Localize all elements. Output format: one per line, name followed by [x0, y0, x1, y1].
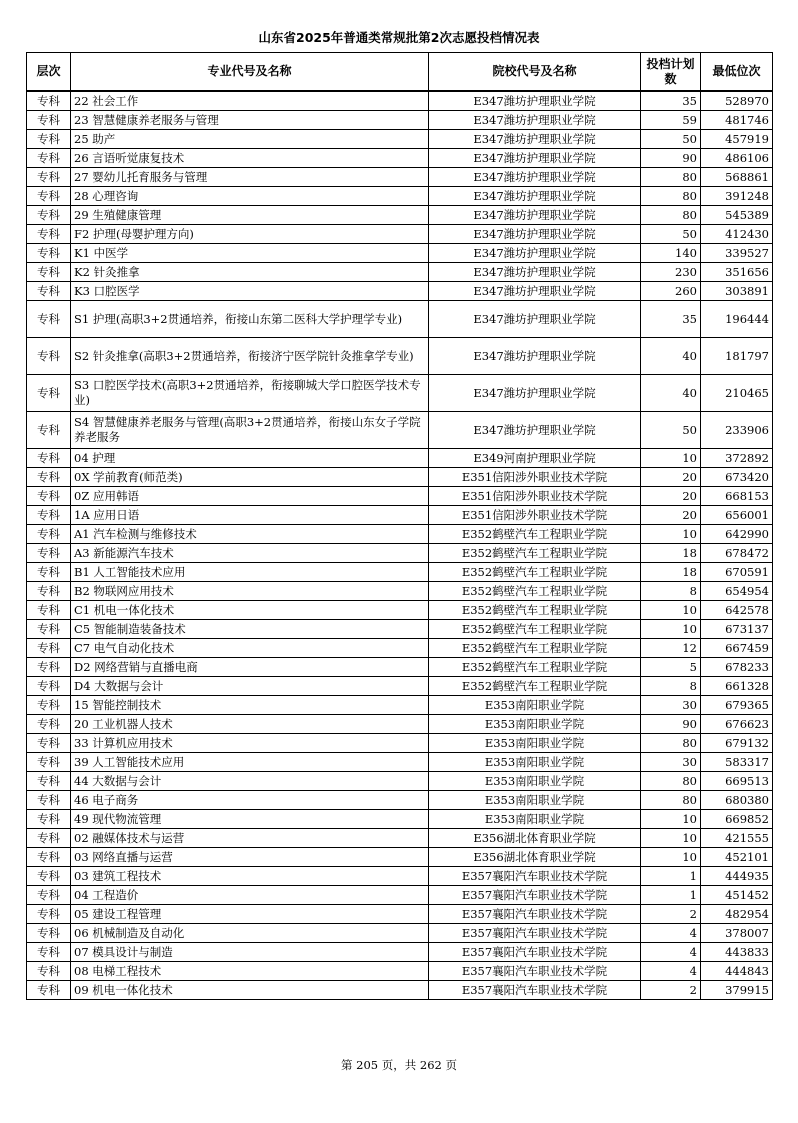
cell-rank: 481746	[701, 111, 773, 130]
cell-major: 46 电子商务	[71, 791, 429, 810]
cell-major: 25 助产	[71, 130, 429, 149]
cell-plan: 1	[641, 867, 701, 886]
table-row	[27, 111, 773, 130]
cell-plan: 260	[641, 282, 701, 301]
cell-rank: 678233	[701, 658, 773, 677]
cell-level: 专科	[27, 867, 71, 886]
table-row	[27, 506, 773, 525]
table-row	[27, 563, 773, 582]
cell-school: E349河南护理职业学院	[429, 449, 641, 468]
table-row	[27, 639, 773, 658]
cell-rank: 668153	[701, 487, 773, 506]
cell-school: E351信阳涉外职业技术学院	[429, 487, 641, 506]
cell-plan: 80	[641, 168, 701, 187]
cell-major: 0Z 应用韩语	[71, 487, 429, 506]
cell-rank: 667459	[701, 639, 773, 658]
table-row	[27, 525, 773, 544]
cell-level: 专科	[27, 791, 71, 810]
page-footer: 第 205 页，共 262 页	[340, 1058, 458, 1072]
cell-rank: 673420	[701, 468, 773, 487]
cell-school: E357襄阳汽车职业技术学院	[429, 905, 641, 924]
cell-plan: 50	[641, 412, 701, 449]
cell-level: 专科	[27, 905, 71, 924]
cell-school: E352鹤壁汽车工程职业学院	[429, 525, 641, 544]
cell-rank: 457919	[701, 130, 773, 149]
cell-school: E347潍坊护理职业学院	[429, 168, 641, 187]
cell-major: S1 护理(高职3+2贯通培养，衔接山东第二医科大学护理学专业)	[71, 301, 429, 338]
cell-level: 专科	[27, 544, 71, 563]
cell-plan: 20	[641, 506, 701, 525]
table-row	[27, 848, 773, 867]
cell-school: E347潍坊护理职业学院	[429, 338, 641, 375]
cell-plan: 20	[641, 487, 701, 506]
cell-school: E352鹤壁汽车工程职业学院	[429, 658, 641, 677]
cell-school: E347潍坊护理职业学院	[429, 244, 641, 263]
cell-school: E347潍坊护理职业学院	[429, 301, 641, 338]
header-rank: 最低位次	[701, 53, 773, 92]
cell-rank: 669513	[701, 772, 773, 791]
cell-level: 专科	[27, 449, 71, 468]
cell-level: 专科	[27, 924, 71, 943]
header-plan: 投档计划数	[641, 53, 701, 92]
table-row	[27, 734, 773, 753]
cell-plan: 90	[641, 149, 701, 168]
cell-school: E357襄阳汽车职业技术学院	[429, 981, 641, 1000]
cell-rank: 673137	[701, 620, 773, 639]
cell-major: S3 口腔医学技术(高职3+2贯通培养，衔接聊城大学口腔医学技术专业)	[71, 375, 429, 412]
cell-school: E353南阳职业学院	[429, 772, 641, 791]
cell-school: E347潍坊护理职业学院	[429, 412, 641, 449]
table-row	[27, 130, 773, 149]
cell-rank: 412430	[701, 225, 773, 244]
table-row	[27, 487, 773, 506]
cell-rank: 339527	[701, 244, 773, 263]
cell-school: E347潍坊护理职业学院	[429, 149, 641, 168]
cell-level: 专科	[27, 375, 71, 412]
cell-major: 29 生殖健康管理	[71, 206, 429, 225]
cell-school: E352鹤壁汽车工程职业学院	[429, 563, 641, 582]
cell-rank: 642578	[701, 601, 773, 620]
cell-major: 05 建设工程管理	[71, 905, 429, 924]
cell-major: 06 机械制造及自动化	[71, 924, 429, 943]
cell-rank: 545389	[701, 206, 773, 225]
table-row	[27, 924, 773, 943]
cell-level: 专科	[27, 225, 71, 244]
cell-plan: 8	[641, 582, 701, 601]
cell-school: E347潍坊护理职业学院	[429, 130, 641, 149]
cell-rank: 678472	[701, 544, 773, 563]
cell-major: 1A 应用日语	[71, 506, 429, 525]
cell-plan: 5	[641, 658, 701, 677]
cell-level: 专科	[27, 639, 71, 658]
cell-rank: 670591	[701, 563, 773, 582]
cell-school: E347潍坊护理职业学院	[429, 282, 641, 301]
cell-major: K3 口腔医学	[71, 282, 429, 301]
table-row	[27, 620, 773, 639]
cell-major: K2 针灸推拿	[71, 263, 429, 282]
cell-major: 44 大数据与会计	[71, 772, 429, 791]
cell-school: E347潍坊护理职业学院	[429, 187, 641, 206]
cell-level: 专科	[27, 130, 71, 149]
table-row	[27, 753, 773, 772]
cell-school: E351信阳涉外职业技术学院	[429, 468, 641, 487]
cell-plan: 10	[641, 829, 701, 848]
cell-level: 专科	[27, 620, 71, 639]
cell-major: C5 智能制造装备技术	[71, 620, 429, 639]
cell-school: E347潍坊护理职业学院	[429, 111, 641, 130]
table-row	[27, 867, 773, 886]
cell-level: 专科	[27, 829, 71, 848]
cell-rank: 444935	[701, 867, 773, 886]
cell-major: 26 言语听觉康复技术	[71, 149, 429, 168]
cell-school: E352鹤壁汽车工程职业学院	[429, 677, 641, 696]
cell-level: 专科	[27, 506, 71, 525]
cell-plan: 12	[641, 639, 701, 658]
cell-major: 23 智慧健康养老服务与管理	[71, 111, 429, 130]
cell-school: E357襄阳汽车职业技术学院	[429, 943, 641, 962]
table-row	[27, 886, 773, 905]
cell-rank: 196444	[701, 301, 773, 338]
cell-major: K1 中医学	[71, 244, 429, 263]
cell-level: 专科	[27, 187, 71, 206]
cell-major: B1 人工智能技术应用	[71, 563, 429, 582]
cell-school: E352鹤壁汽车工程职业学院	[429, 582, 641, 601]
cell-plan: 80	[641, 791, 701, 810]
table-row	[27, 829, 773, 848]
table-row	[27, 677, 773, 696]
cell-plan: 10	[641, 620, 701, 639]
cell-major: 20 工业机器人技术	[71, 715, 429, 734]
cell-level: 专科	[27, 810, 71, 829]
cell-major: 07 模具设计与制造	[71, 943, 429, 962]
cell-level: 专科	[27, 772, 71, 791]
table-row	[27, 263, 773, 282]
table-row	[27, 544, 773, 563]
cell-major: 49 现代物流管理	[71, 810, 429, 829]
admission-table	[26, 52, 773, 1000]
header-major: 专业代号及名称	[71, 53, 429, 92]
cell-level: 专科	[27, 149, 71, 168]
table-row	[27, 582, 773, 601]
table-row	[27, 943, 773, 962]
cell-plan: 90	[641, 715, 701, 734]
cell-level: 专科	[27, 753, 71, 772]
cell-rank: 233906	[701, 412, 773, 449]
cell-school: E347潍坊护理职业学院	[429, 206, 641, 225]
cell-level: 专科	[27, 677, 71, 696]
table-row	[27, 301, 773, 338]
cell-level: 专科	[27, 338, 71, 375]
cell-level: 专科	[27, 263, 71, 282]
cell-plan: 4	[641, 943, 701, 962]
cell-major: 03 网络直播与运营	[71, 848, 429, 867]
table-row	[27, 149, 773, 168]
cell-level: 专科	[27, 582, 71, 601]
cell-level: 专科	[27, 244, 71, 263]
cell-plan: 80	[641, 734, 701, 753]
table-row	[27, 338, 773, 375]
cell-major: 28 心理咨询	[71, 187, 429, 206]
table-row	[27, 981, 773, 1000]
cell-level: 专科	[27, 658, 71, 677]
cell-rank: 486106	[701, 149, 773, 168]
table-row	[27, 601, 773, 620]
cell-school: E347潍坊护理职业学院	[429, 263, 641, 282]
cell-level: 专科	[27, 734, 71, 753]
cell-major: A3 新能源汽车技术	[71, 544, 429, 563]
table-row	[27, 375, 773, 412]
cell-major: A1 汽车检测与维修技术	[71, 525, 429, 544]
cell-plan: 35	[641, 91, 701, 111]
cell-rank: 421555	[701, 829, 773, 848]
cell-plan: 140	[641, 244, 701, 263]
cell-level: 专科	[27, 468, 71, 487]
cell-rank: 372892	[701, 449, 773, 468]
cell-rank: 679365	[701, 696, 773, 715]
cell-major: 39 人工智能技术应用	[71, 753, 429, 772]
cell-school: E356湖北体育职业学院	[429, 848, 641, 867]
table-row	[27, 244, 773, 263]
cell-rank: 351656	[701, 263, 773, 282]
cell-school: E357襄阳汽车职业技术学院	[429, 962, 641, 981]
cell-level: 专科	[27, 962, 71, 981]
cell-major: C1 机电一体化技术	[71, 601, 429, 620]
cell-rank: 669852	[701, 810, 773, 829]
cell-plan: 59	[641, 111, 701, 130]
cell-plan: 30	[641, 696, 701, 715]
cell-plan: 30	[641, 753, 701, 772]
cell-school: E347潍坊护理职业学院	[429, 91, 641, 111]
cell-plan: 20	[641, 468, 701, 487]
page-title: 山东省2025年普通类常规批第2次志愿投档情况表	[258, 30, 540, 45]
cell-level: 专科	[27, 696, 71, 715]
cell-plan: 50	[641, 225, 701, 244]
table-row	[27, 412, 773, 449]
cell-school: E353南阳职业学院	[429, 791, 641, 810]
cell-rank: 303891	[701, 282, 773, 301]
cell-plan: 8	[641, 677, 701, 696]
table-row	[27, 168, 773, 187]
cell-level: 专科	[27, 981, 71, 1000]
table-row	[27, 791, 773, 810]
cell-school: E347潍坊护理职业学院	[429, 375, 641, 412]
cell-plan: 80	[641, 206, 701, 225]
cell-rank: 378007	[701, 924, 773, 943]
cell-major: S4 智慧健康养老服务与管理(高职3+2贯通培养，衔接山东女子学院养老服务	[71, 412, 429, 449]
cell-major: 0X 学前教育(师范类)	[71, 468, 429, 487]
cell-major: D2 网络营销与直播电商	[71, 658, 429, 677]
cell-major: 27 婴幼儿托育服务与管理	[71, 168, 429, 187]
cell-rank: 676623	[701, 715, 773, 734]
table-row	[27, 91, 773, 111]
header-school: 院校代号及名称	[429, 53, 641, 92]
cell-plan: 1	[641, 886, 701, 905]
cell-level: 专科	[27, 91, 71, 111]
table-row	[27, 187, 773, 206]
table-body	[27, 91, 773, 1000]
cell-plan: 40	[641, 375, 701, 412]
cell-rank: 679132	[701, 734, 773, 753]
cell-plan: 4	[641, 962, 701, 981]
cell-major: 04 工程造价	[71, 886, 429, 905]
cell-rank: 583317	[701, 753, 773, 772]
cell-major: 33 计算机应用技术	[71, 734, 429, 753]
cell-rank: 661328	[701, 677, 773, 696]
table-row	[27, 772, 773, 791]
cell-school: E357襄阳汽车职业技术学院	[429, 886, 641, 905]
cell-level: 专科	[27, 563, 71, 582]
cell-school: E351信阳涉外职业技术学院	[429, 506, 641, 525]
table-row	[27, 905, 773, 924]
cell-level: 专科	[27, 601, 71, 620]
cell-rank: 181797	[701, 338, 773, 375]
cell-rank: 451452	[701, 886, 773, 905]
cell-major: C7 电气自动化技术	[71, 639, 429, 658]
cell-plan: 18	[641, 544, 701, 563]
cell-level: 专科	[27, 412, 71, 449]
cell-level: 专科	[27, 282, 71, 301]
cell-major: 15 智能控制技术	[71, 696, 429, 715]
cell-level: 专科	[27, 301, 71, 338]
cell-plan: 10	[641, 525, 701, 544]
cell-rank: 391248	[701, 187, 773, 206]
cell-school: E353南阳职业学院	[429, 753, 641, 772]
cell-school: E353南阳职业学院	[429, 715, 641, 734]
cell-plan: 10	[641, 449, 701, 468]
cell-major: 08 电梯工程技术	[71, 962, 429, 981]
cell-major: 04 护理	[71, 449, 429, 468]
cell-school: E357襄阳汽车职业技术学院	[429, 924, 641, 943]
cell-school: E347潍坊护理职业学院	[429, 225, 641, 244]
cell-school: E353南阳职业学院	[429, 696, 641, 715]
table-row	[27, 225, 773, 244]
cell-school: E353南阳职业学院	[429, 734, 641, 753]
cell-level: 专科	[27, 206, 71, 225]
cell-rank: 210465	[701, 375, 773, 412]
cell-school: E356湖北体育职业学院	[429, 829, 641, 848]
table-row	[27, 715, 773, 734]
cell-rank: 654954	[701, 582, 773, 601]
cell-major: B2 物联网应用技术	[71, 582, 429, 601]
cell-plan: 18	[641, 563, 701, 582]
cell-rank: 444843	[701, 962, 773, 981]
cell-rank: 443833	[701, 943, 773, 962]
header-level: 层次	[27, 53, 71, 92]
table-row	[27, 696, 773, 715]
cell-school: E353南阳职业学院	[429, 810, 641, 829]
cell-school: E352鹤壁汽车工程职业学院	[429, 620, 641, 639]
cell-plan: 50	[641, 130, 701, 149]
cell-major: S2 针灸推拿(高职3+2贯通培养，衔接济宁医学院针灸推拿学专业)	[71, 338, 429, 375]
cell-school: E352鹤壁汽车工程职业学院	[429, 601, 641, 620]
table-row	[27, 962, 773, 981]
cell-major: D4 大数据与会计	[71, 677, 429, 696]
cell-school: E357襄阳汽车职业技术学院	[429, 867, 641, 886]
cell-level: 专科	[27, 943, 71, 962]
cell-rank: 656001	[701, 506, 773, 525]
cell-school: E352鹤壁汽车工程职业学院	[429, 639, 641, 658]
cell-rank: 528970	[701, 91, 773, 111]
cell-rank: 680380	[701, 791, 773, 810]
cell-rank: 379915	[701, 981, 773, 1000]
table-row	[27, 449, 773, 468]
cell-plan: 10	[641, 848, 701, 867]
cell-plan: 2	[641, 905, 701, 924]
table-row	[27, 206, 773, 225]
cell-plan: 230	[641, 263, 701, 282]
cell-plan: 2	[641, 981, 701, 1000]
table-row	[27, 810, 773, 829]
cell-plan: 10	[641, 601, 701, 620]
cell-major: F2 护理(母婴护理方向)	[71, 225, 429, 244]
table-row	[27, 282, 773, 301]
table-row	[27, 468, 773, 487]
cell-plan: 80	[641, 187, 701, 206]
cell-level: 专科	[27, 848, 71, 867]
table-row	[27, 658, 773, 677]
cell-rank: 482954	[701, 905, 773, 924]
cell-major: 09 机电一体化技术	[71, 981, 429, 1000]
cell-plan: 40	[641, 338, 701, 375]
cell-plan: 10	[641, 810, 701, 829]
cell-major: 22 社会工作	[71, 91, 429, 111]
table-header-row	[27, 53, 773, 92]
cell-rank: 568861	[701, 168, 773, 187]
cell-level: 专科	[27, 715, 71, 734]
cell-level: 专科	[27, 886, 71, 905]
cell-major: 03 建筑工程技术	[71, 867, 429, 886]
cell-rank: 452101	[701, 848, 773, 867]
cell-level: 专科	[27, 487, 71, 506]
cell-rank: 642990	[701, 525, 773, 544]
cell-major: 02 融媒体技术与运营	[71, 829, 429, 848]
cell-level: 专科	[27, 111, 71, 130]
cell-plan: 80	[641, 772, 701, 791]
cell-plan: 35	[641, 301, 701, 338]
cell-school: E352鹤壁汽车工程职业学院	[429, 544, 641, 563]
cell-plan: 4	[641, 924, 701, 943]
cell-level: 专科	[27, 168, 71, 187]
cell-level: 专科	[27, 525, 71, 544]
